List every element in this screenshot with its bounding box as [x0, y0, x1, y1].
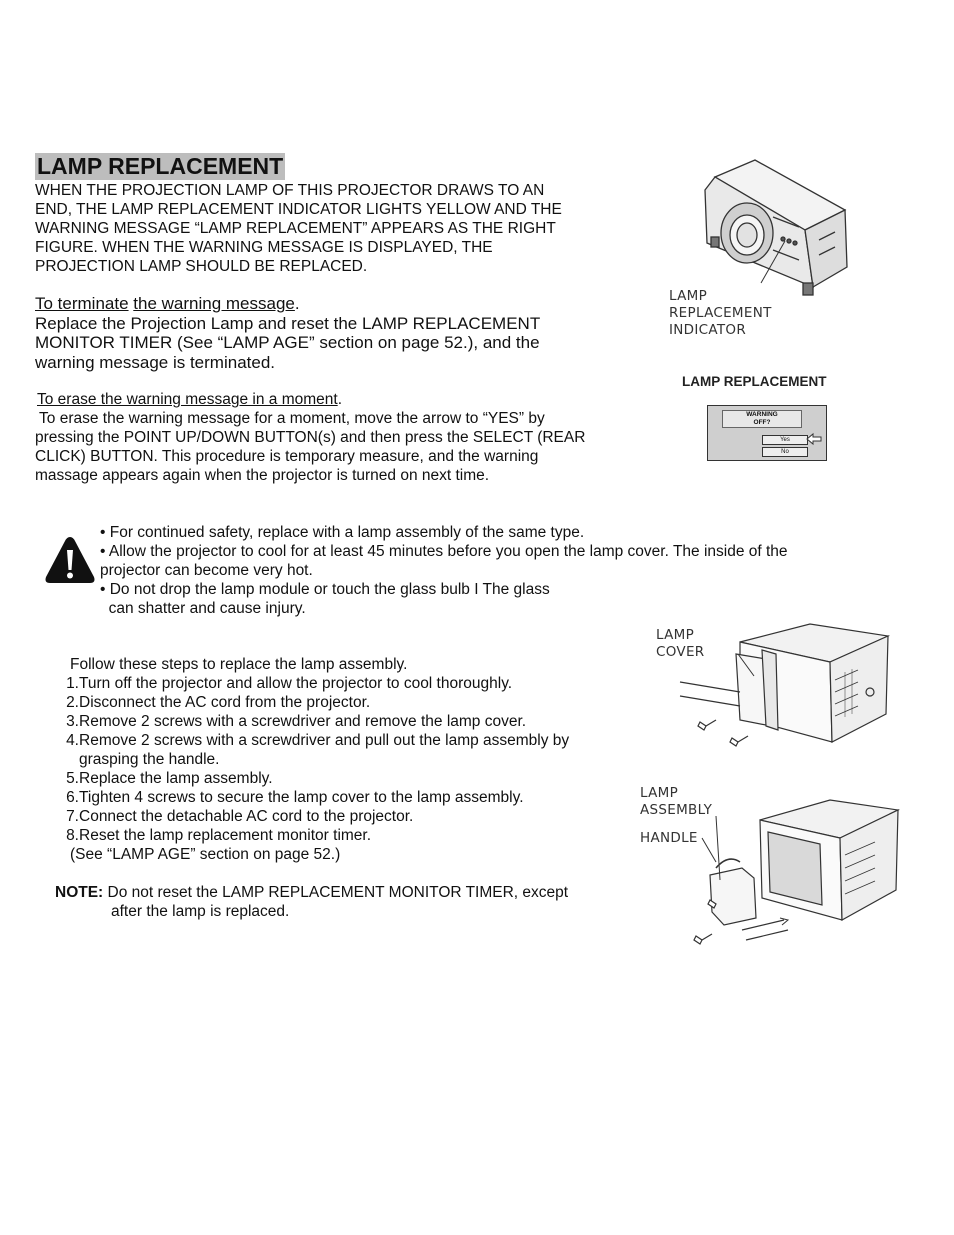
- erase-line: pressing the POINT UP/DOWN BUTTON(s) and then press the SELECT (REAR: [35, 429, 586, 446]
- terminate-line: MONITOR TIMER (See “LAMP AGE” section on page 52.), and the: [35, 333, 540, 352]
- terminate-line: Replace the Projection Lamp and reset the LAMP REPLACEMENT: [35, 313, 541, 333]
- projector-front-illustration: [695, 155, 855, 300]
- caution-line: • Do not drop the lamp module or touch the glass bulb I The glass: [100, 581, 550, 598]
- erase-line: CLICK) BUTTON. This procedure is temporary measure, and the warning: [35, 448, 539, 465]
- lamp-cover-illustration: [680, 622, 900, 760]
- caution-line: projector can become very hot.: [100, 562, 313, 579]
- warning-dialog: [707, 405, 827, 461]
- erase-heading: To erase the warning message in a moment: [37, 391, 338, 408]
- dialog-warning-text: WARNING: [746, 411, 778, 418]
- caution-line: can shatter and cause injury.: [100, 600, 306, 617]
- step-item: 1. Turn off the projector and allow the projector to cool thoroughly.: [66, 675, 513, 692]
- assembly-label: LAMP ASSEMBLY: [640, 785, 713, 818]
- dialog-no-button[interactable]: No: [762, 447, 808, 457]
- terminate-heading-end: .: [294, 294, 300, 313]
- steps-intro: Follow these steps to replace the lamp assembly.: [70, 656, 408, 673]
- note-label: NOTE:: [55, 884, 104, 901]
- step-item: 7. Connect the detachable AC cord to the projector.: [66, 808, 414, 825]
- caution-line: • For continued safety, replace with a lamp assembly of the same type.: [100, 524, 585, 541]
- intro-line: FIGURE. WHEN THE WARNING MESSAGE IS DISPLAYED, THE: [35, 239, 493, 256]
- step-item: 8. Reset the lamp replacement monitor timer.: [66, 827, 372, 844]
- erase-section: [35, 390, 655, 485]
- steps-section: [60, 655, 640, 864]
- steps-note: (See “LAMP AGE” section on page 52.): [70, 846, 341, 863]
- erase-line: massage appears again when the projector is turned on next time.: [35, 467, 490, 484]
- lamp-assembly-illustration: [680, 780, 900, 950]
- step-item: 2. Disconnect the AC cord from the projector.: [66, 694, 371, 711]
- caution-line: • Allow the projector to cool for at least 45 minutes before you open the lamp cover. The inside of the: [100, 543, 788, 560]
- dialog-yes-button[interactable]: Yes: [762, 435, 808, 445]
- terminate-heading-b: the warning message: [133, 294, 295, 313]
- intro-line: WHEN THE PROJECTION LAMP OF THIS PROJECTOR DRAWS TO AN: [35, 182, 545, 199]
- note-text-cont: after the lamp is replaced.: [111, 903, 290, 920]
- note-block: [55, 883, 655, 921]
- intro-line: PROJECTION LAMP SHOULD BE REPLACED.: [35, 258, 368, 275]
- intro-line: WARNING MESSAGE “LAMP REPLACEMENT” APPEARS AS THE RIGHT: [35, 220, 556, 237]
- terminate-section: [35, 294, 635, 372]
- indicator-label: LAMP REPLACEMENT INDICATOR: [669, 288, 772, 338]
- note-text: Do not reset the LAMP REPLACEMENT MONITOR TIMER, except: [107, 884, 569, 901]
- step-item: 4. Remove 2 screws with a screwdriver and pull out the lamp assembly by: [66, 732, 570, 749]
- erase-heading-end: .: [337, 391, 342, 408]
- warning-triangle-icon: [44, 535, 96, 585]
- intro-paragraph: [35, 181, 635, 276]
- erase-line: To erase the warning message for a moment, move the arrow to “YES” by: [35, 410, 545, 427]
- screen-title: LAMP REPLACEMENT: [682, 374, 827, 389]
- page-title: LAMP REPLACEMENT: [37, 153, 284, 179]
- step-item: grasping the handle.: [79, 751, 220, 768]
- terminate-line: warning message is terminated.: [35, 352, 276, 372]
- dialog-warning-text: OFF?: [753, 419, 771, 426]
- step-item: 5. Replace the lamp assembly.: [66, 770, 273, 787]
- intro-line: END, THE LAMP REPLACEMENT INDICATOR LIGHTS YELLOW AND THE: [35, 201, 562, 218]
- cover-label: LAMP COVER: [656, 627, 705, 660]
- caution-list: [100, 523, 900, 618]
- terminate-heading-a: To terminate: [35, 294, 129, 313]
- handle-label: HANDLE: [640, 830, 698, 846]
- step-item: 6. Tighten 4 screws to secure the lamp cover to the lamp assembly.: [66, 789, 524, 806]
- arrow-left-icon: [806, 433, 822, 445]
- step-item: 3. Remove 2 screws with a screwdriver and remove the lamp cover.: [66, 713, 527, 730]
